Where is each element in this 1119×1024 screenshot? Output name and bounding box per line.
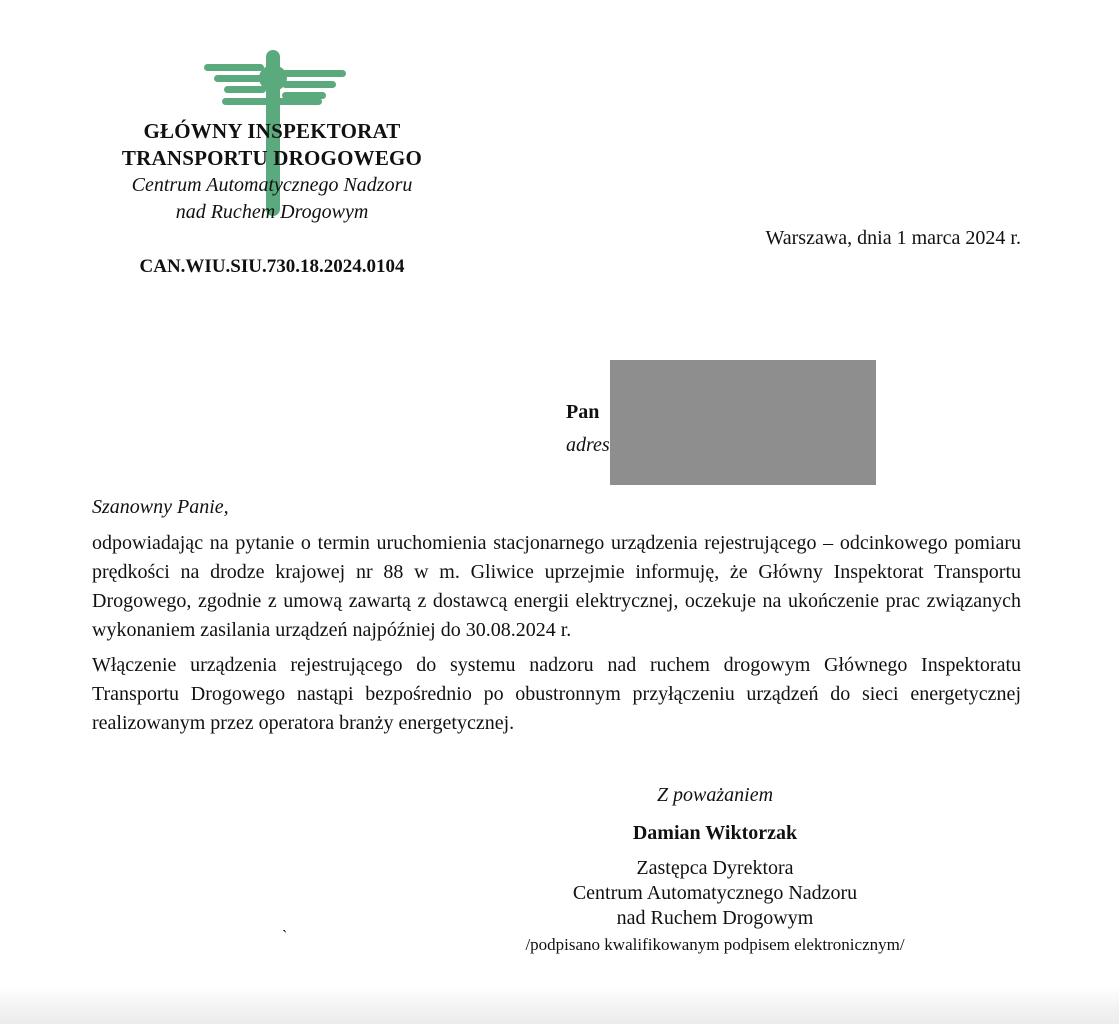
reference-number: CAN.WIU.SIU.730.18.2024.0104 [139,256,405,277]
signer-role [560,856,870,931]
addressee-address: adres [566,434,610,456]
salutation: Szanowny Panie, [92,496,229,518]
addressee-name: Pan [566,401,600,423]
signer-role-line1: Zastępca Dyrektora [636,857,794,879]
e-signature-note: /podpisano kwalifikowanym podpisem elektronicznym/ [525,935,905,954]
org-name-line1: GŁÓWNY INSPEKTORAT [143,119,401,143]
dept-name-line1: Centrum Automatycznego Nadzoru [131,174,413,196]
letter-body [92,529,1021,744]
dept-name-line2: nad Ruchem Drogowym [175,201,369,223]
body-paragraph-2: Włączenie urządzenia rejestrującego do systemu nadzoru nad ruchem drogowym Głównego Inspektoratu Transportu Drogowego nastąpi bezpośrednio po obustronnym przyłączeniu urządzeń do sieci energetycznej realizowanym przez operatora branży energetycznej. [92,654,1021,734]
bottom-shadow [0,986,1119,1024]
signer-name: Damian Wiktorzak [632,822,798,844]
closing-block [560,780,870,931]
stray-mark: ` [282,928,288,945]
signer-role-line3: nad Ruchem Drogowym [616,907,814,929]
body-paragraph-1: odpowiadając na pytanie o termin uruchomienia stacjonarnego urządzenia rejestrującego – odcinkowego pomiaru prędkości na drodze krajowej nr 88 w m. Gliwice uprzejmie informuję, że Główny Inspektorat Transportu Drogowego, zgodnie z umową zawartą z dostawcą energii elektrycznej, oczekuje na ukończenie prac związanych wykonaniem zasilania urządzeń najpóźniej do 30.08.2024 r. [92,532,1021,641]
addressee-block [566,396,610,462]
date-line: Warszawa, dnia 1 marca 2024 r. [765,227,1021,249]
redaction-box [610,360,876,485]
closing-regards: Z poważaniem [656,784,774,806]
institution-header [92,118,452,226]
org-name-line2: TRANSPORTU DROGOWEGO [121,146,423,170]
signer-role-line2: Centrum Automatycznego Nadzoru [572,882,858,904]
